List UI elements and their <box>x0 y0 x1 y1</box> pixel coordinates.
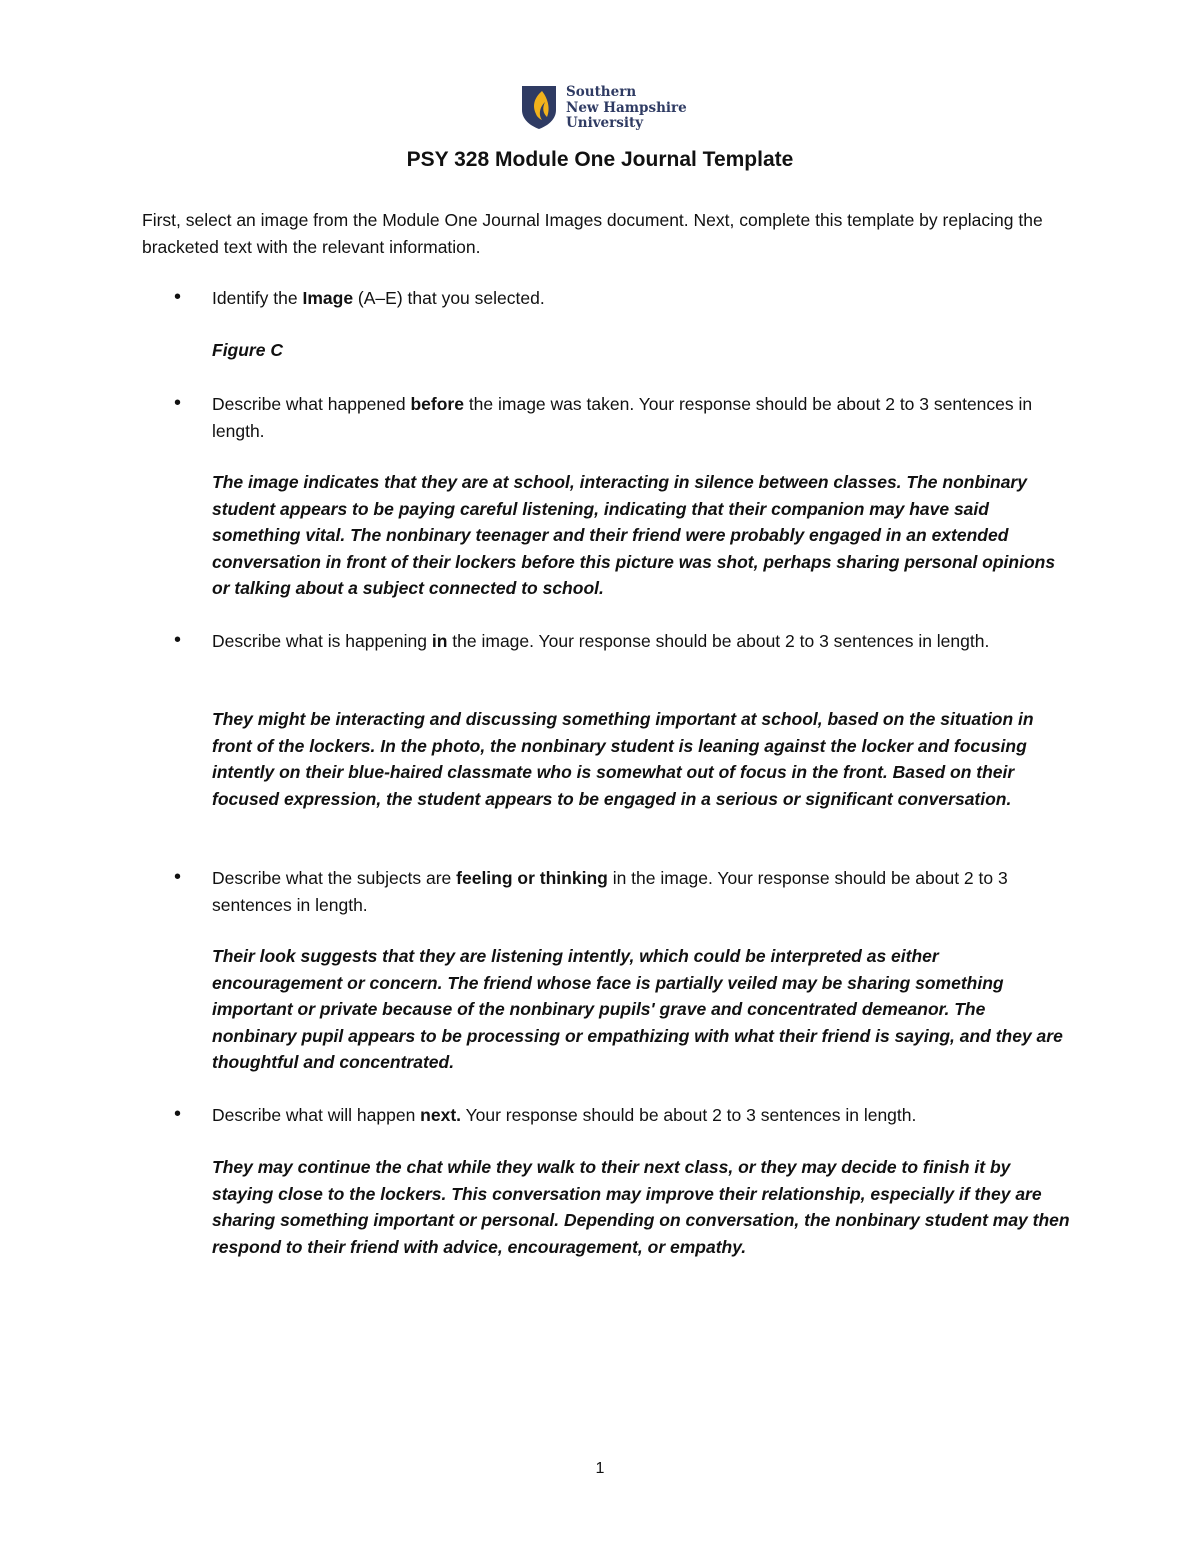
prompt-text: the image. Your response should be about 2 to 3 sentences in length. <box>447 631 990 651</box>
intro-paragraph: First, select an image from the Module One Journal Images document. Next, complete this template by replacing the bracketed text with the relevant information. <box>142 210 1043 257</box>
bullet-icon: • <box>174 866 182 888</box>
logo-line-1: Southern <box>566 84 637 100</box>
bullet-icon: • <box>174 1103 182 1125</box>
prompt-text: Your response should be about 2 to 3 sentences in length. <box>461 1105 917 1125</box>
prompt-text: the image was taken. Your response should be about 2 to 3 sentences in length. <box>212 394 1033 441</box>
page-number: 1 <box>595 1460 605 1477</box>
item-answer: The image indicates that they are at school, interacting in silence between classes. The nonbinary student appears to be paying careful listening, indicating that their companion may have said something vital. The nonbinary teenager and their friend were probably engaged in an extended conversation in front of their lockers before this picture was shot, perhaps sharing personal opinions or talking about a subject connected to school. <box>212 472 1056 598</box>
prompt-text: Describe what will happen <box>212 1105 421 1125</box>
item-answer: They might be interacting and discussing something important at school, based on the situation in front of the lockers. In the photo, the nonbinary student is leaning against the locker and focusing intently on their blue-haired classmate who is somewhat out of focus in the front. Based on their focused expression, the student appears to be engaged in a serious or significant conversation. <box>212 709 1034 809</box>
university-logo <box>520 84 690 132</box>
prompt-emphasis: Image <box>302 288 354 308</box>
item-answer: Figure C <box>212 340 283 360</box>
prompt-emphasis: in <box>431 631 448 651</box>
prompt-emphasis: before <box>410 394 464 414</box>
logo-wordmark <box>566 85 687 132</box>
prompt-text: Describe what happened <box>212 394 411 414</box>
prompt-text: in the image. Your response should be about 2 to 3 sentences in length. <box>212 868 1008 915</box>
item-prompt <box>212 391 1062 444</box>
prompt-text: Identify the <box>212 288 303 308</box>
prompt-emphasis: feeling or thinking <box>456 868 608 888</box>
prompt-text: Describe what the subjects are <box>212 868 457 888</box>
prompt-text: Describe what is happening <box>212 631 432 651</box>
item-prompt <box>212 628 1062 655</box>
logo-line-3: University <box>566 115 644 131</box>
item-prompt <box>212 1102 1062 1129</box>
item-prompt <box>212 285 1062 312</box>
item-prompt <box>212 865 1062 918</box>
logo-line-2: New Hampshire <box>566 99 687 116</box>
item-answer: Their look suggests that they are listening intently, which could be interpreted as either encouragement or concern. The friend whose face is partially veiled may be sharing something important or private because of the nonbinary pupils' grave and concentrated demeanor. The nonbinary pupil appears to be processing or empathizing with what their friend is saying, and they are thoughtful and concentrated. <box>212 946 1063 1072</box>
page-title: PSY 328 Module One Journal Template <box>406 148 794 171</box>
prompt-text: (A–E) that you selected. <box>353 288 545 308</box>
prompt-emphasis: next. <box>420 1105 462 1125</box>
bullet-icon: • <box>174 286 182 308</box>
shield-flame-icon <box>520 84 558 130</box>
bullet-icon: • <box>174 629 182 651</box>
bullet-icon: • <box>174 392 182 414</box>
item-answer: They may continue the chat while they walk to their next class, or they may decide to finish it by staying close to the lockers. This conversation may improve their relationship, especially if they are sharing something important or personal. Depending on conversation, the nonbinary student may then respond to their friend with advice, encouragement, or empathy. <box>212 1157 1070 1257</box>
